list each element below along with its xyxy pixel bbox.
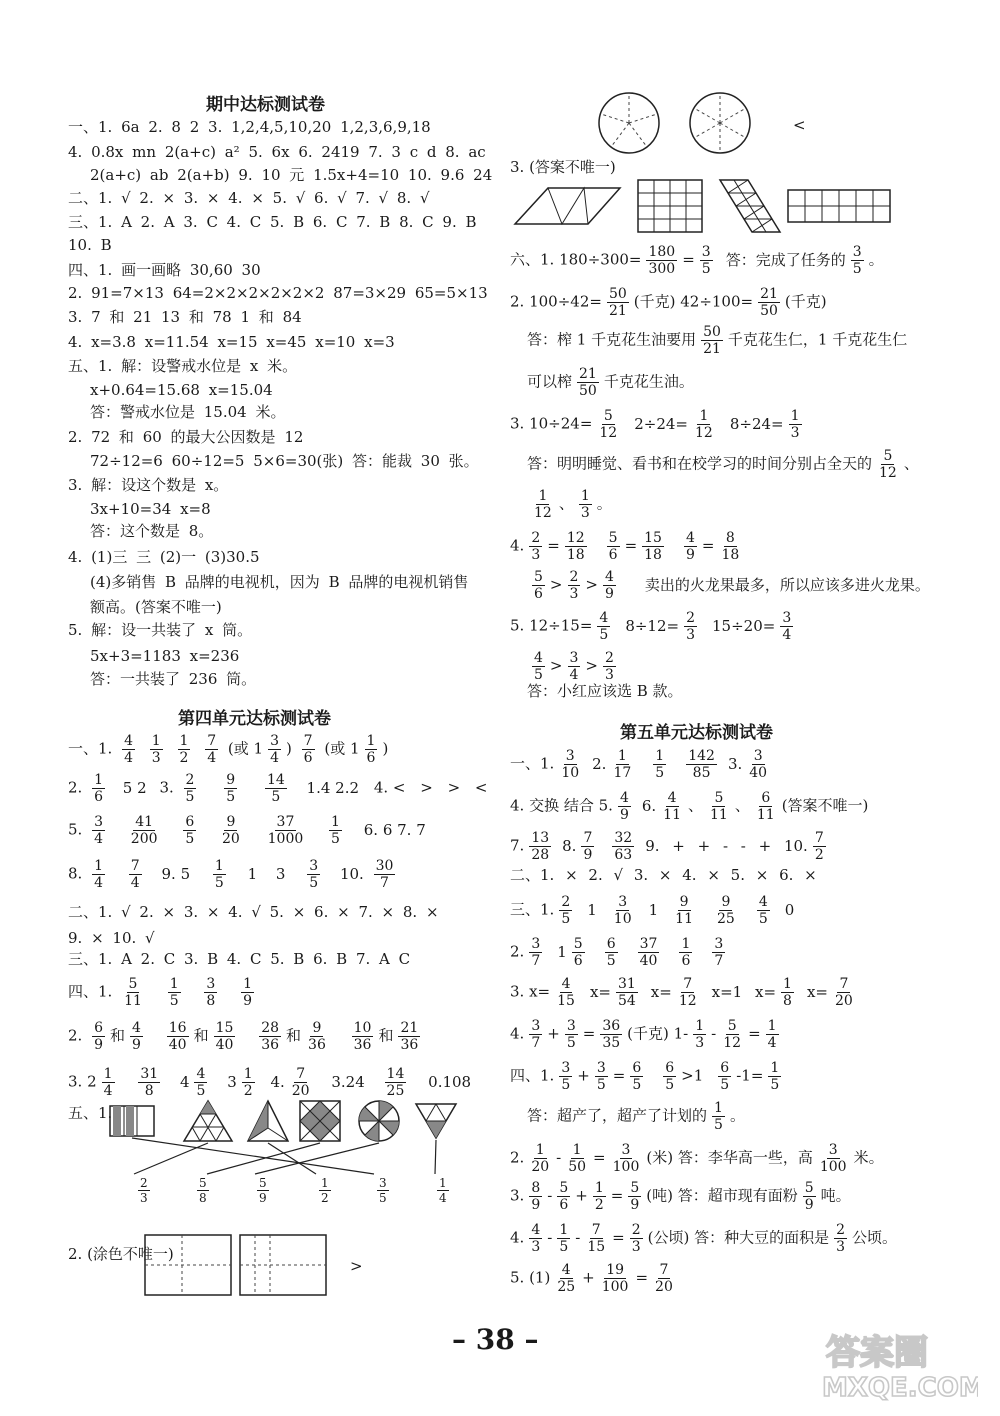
six-row-1: 六、1. 180÷300= $\frac{180}{300}$ = $\frac{3}{5}$ 答：完成了任务的 $\frac{3}{5}$ 。 [510,244,884,277]
fraction: $\frac{8}{18}$ [721,530,740,563]
fraction: $\frac{3}{7}$ [531,936,541,969]
unit5-row-7: 3. x= $\frac{4}{15}$ x= $\frac{31}{54}$ x= $\frac{7}{12}$ x=1 x= $\frac{1}{8}$ x= $\frac{7}{20}$ [510,976,853,1009]
fraction: $\frac{1}{6}$ [366,733,376,766]
fraction: $\frac{1}{50}$ [568,1142,587,1175]
fraction: $\frac{3}{5}$ [309,858,319,891]
midterm-line: 答：警戒水位是 15.04 米。 [90,403,286,421]
fraction: $\frac{37}{1000}$ [267,814,304,847]
midterm-line: 4. 0.8x mn 2(a+c) a² 5. 6x 6. 2419 7. 3 c d 8. ac [68,143,486,161]
fraction: $\frac{10}{36}$ [353,1020,372,1053]
fraction: $\frac{1}{9}$ [243,976,253,1009]
fraction: $\frac{3}{5}$ [596,1060,606,1093]
fraction: $\frac{2}{3}$ [631,1222,641,1255]
fraction: $\frac{50}{21}$ [703,324,721,357]
fraction: $\frac{3}{5}$ [852,244,862,277]
fraction: $\frac{7}{4}$ [130,858,140,891]
fraction: $\frac{7}{20}$ [655,1262,673,1295]
six-row-3: 答：榨 1 千克花生油要用 $\frac{50}{21}$ 千克花生仁，1 千克花生仁 [527,324,908,357]
fraction: $\frac{1}{8}$ [783,976,792,1009]
fraction: $\frac{1}{12}$ [534,488,552,521]
unit4-row-9: 2. $\frac{6}{9}$ 和 $\frac{4}{9}$ $\frac{16}{40}$ 和 $\frac{15}{40}$ $\frac{28}{36}$ 和 $\frac{9}{36}$ $\frac{10}{36}$ 和 $\frac{21}{36}$ [68,1020,419,1053]
fraction: $\frac{4}{9}$ [619,790,629,823]
fraction: $\frac{4}{25}$ [557,1262,576,1295]
fraction: $\frac{1}{4}$ [767,1018,777,1051]
fraction: $\frac{4}{3}$ [531,1222,541,1255]
fraction: $\frac{7}{6}$ [303,733,313,766]
midterm-line: 三、1. A 2. A 3. C 4. C 5. B 6. C 7. B 8. C 9. B [68,213,477,231]
fraction: $\frac{4}{9}$ [132,1020,141,1053]
midterm-line: 2. 91=7×13 64=2×2×2×2×2×2 87=3×29 65=5×13 [68,284,488,302]
fraction: $\frac{2}{3}$ [531,530,541,563]
midterm-line: 五、1. 解：设警戒水位是 x 米。 [68,357,298,375]
fraction: $\frac{2}{3}$ [836,1222,846,1255]
midterm-line: 一、1. 6a 2. 8 2 3. 1,2,4,5,10,20 1,2,3,6,9,18 [68,118,431,136]
fraction: $\frac{19}{100}$ [601,1262,629,1295]
unit5-row-5: 三、1. $\frac{2}{5}$ 1 $\frac{3}{10}$ 1 $\frac{9}{11}$ $\frac{9}{25}$ $\frac{4}{5}$ 0 [510,894,795,927]
unit4-row-2: 2. $\frac{1}{6}$ 5 2 3. $\frac{2}{5}$ $\frac{9}{5}$ $\frac{14}{5}$ 1.4 2.2 4. < > > < [68,772,488,805]
fraction: $\frac{3}{7}$ [531,1018,541,1051]
fraction: $\frac{7}{4}$ [207,733,217,766]
fraction: $\frac{7}{2}$ [814,830,824,863]
fraction: $\frac{1}{5}$ [169,976,179,1009]
fraction: $\frac{14}{25}$ [386,1066,405,1099]
midterm-line: 4. (1)三 三 (2)一 (3)30.5 [68,548,260,566]
unit4-row-7: 三、1. A 2. C 3. B 4. C 5. B 6. B 7. A C [68,950,411,968]
fraction: 1 4 [439,1176,447,1205]
unit4-row-11-label: 五、1. [68,1104,113,1122]
midterm-line: 额高。(答案不唯一) [90,598,222,616]
matching-lines [132,1138,436,1174]
unit4-row-12-label: 2. (涂色不唯一) [68,1245,174,1263]
fraction: $\frac{142}{85}$ [688,748,715,781]
fraction: $\frac{5}{12}$ [723,1018,742,1051]
unit4-row-5: 二、1. √ 2. × 3. × 4. √ 5. × 6. × 7. × 8. × [68,903,439,921]
inverted-triangle-shape [416,1104,456,1138]
unit5-row-13: 4. $\frac{4}{3}$ - $\frac{1}{5}$ - $\frac{7}{15}$ = $\frac{2}{3}$ (公顷) 答：种大豆的面积是 $\frac{2}{3}$ 公顷。 [510,1222,898,1255]
fraction: $\frac{7}{15}$ [587,1222,606,1255]
fraction: $\frac{1}{5}$ [331,814,340,847]
fraction: $\frac{5}{11}$ [124,976,142,1009]
fraction: $\frac{1}{2}$ [243,1066,253,1099]
fraction: $\frac{1}{6}$ [94,772,104,805]
unit5-row-14: 5. (1) $\frac{4}{25}$ + $\frac{19}{100}$ = $\frac{7}{20}$ [510,1262,673,1295]
watermark-logo [818,1326,978,1406]
fraction: $\frac{8}{9}$ [531,1180,541,1213]
fraction: $\frac{6}{5}$ [665,1060,675,1093]
fraction: $\frac{1}{5}$ [559,1222,569,1255]
fraction: 3 5 [379,1176,387,1205]
midterm-line: 2. 72 和 60 的最大公因数是 12 [68,428,304,446]
unit4-row-8: 四、1. $\frac{5}{11}$ $\frac{1}{5}$ $\frac{3}{8}$ $\frac{1}{9}$ [68,976,253,1009]
midterm-line: 3. 解：设这个数是 x。 [68,476,229,494]
fraction: $\frac{5}{6}$ [559,1180,569,1213]
fraction: $\frac{3}{7}$ [714,936,724,969]
fraction: $\frac{3}{4}$ [94,814,104,847]
fraction: $\frac{3}{40}$ [749,748,768,781]
fraction: $\frac{4}{5}$ [599,610,609,643]
fraction: $\frac{28}{36}$ [261,1020,280,1053]
six-row-9: $\frac{5}{6}$ > $\frac{2}{3}$ > $\frac{4}{9}$ 卖出的火龙果最多，所以应该多进火龙果。 [534,569,930,602]
fraction: 1 2 [321,1176,329,1205]
unit4-row-10: 3. 2 $\frac{1}{4}$ $\frac{31}{8}$ 4 $\frac{4}{5}$ 3 $\frac{1}{2}$ 4. $\frac{7}{20}$ 3.24 $\frac{14}{25}$ 0.108 [68,1066,472,1099]
unit5-row-11: 2. $\frac{1}{20}$ - $\frac{1}{50}$ = $\frac{3}{100}$ (米) 答：李华高一些，高 $\frac{3}{100}$ 米。 [510,1142,884,1175]
fraction: $\frac{1}{17}$ [613,748,632,781]
fraction: $\frac{13}{28}$ [531,830,550,863]
midterm-line: 2(a+c) ab 2(a+b) 9. 10 元 1.5x+4=10 10. 9.6 24 [90,166,493,184]
fraction: $\frac{2}{5}$ [185,772,195,805]
fraction: $\frac{4}{5}$ [534,650,543,683]
unit4-row-6: 9. × 10. √ [68,929,155,947]
fraction: $\frac{30}{7}$ [375,858,394,891]
fraction: $\frac{2}{3}$ [605,650,614,683]
triangle-grid-shape [184,1101,232,1141]
fraction: $\frac{32}{63}$ [614,830,633,863]
fraction: $\frac{5}{11}$ [710,790,728,823]
fraction: $\frac{3}{5}$ [566,1018,576,1051]
fraction: $\frac{1}{3}$ [790,408,800,441]
fraction: $\frac{5}{12}$ [599,408,618,441]
midterm-line: 4. x=3.8 x=11.54 x=15 x=45 x=10 x=3 [68,333,395,351]
midterm-line: 答：一共装了 236 筒。 [90,670,257,688]
unit4-row-1: 一、1. $\frac{4}{4}$ $\frac{1}{3}$ $\frac{1}{2}$ $\frac{7}{4}$ (或 1 $\frac{3}{4}$ ) $\frac{7}{6}$ (或 1 $\frac{1}{6}$ ) [68,733,389,766]
six-row-7: $\frac{1}{12}$ 、 $\frac{1}{3}$ 。 [534,488,612,521]
fraction: $\frac{41}{200}$ [130,814,158,847]
unit5-row-2: 4. 交换 结合 5. $\frac{4}{9}$ 6. $\frac{4}{11}$ 、 $\frac{5}{11}$ 、 $\frac{6}{11}$ (答案不唯一) [510,790,869,823]
fraction: $\frac{1}{2}$ [179,733,189,766]
fraction: $\frac{6}{11}$ [756,790,775,823]
fraction: $\frac{6}{5}$ [720,1060,730,1093]
shapes-row-diagram [510,176,900,236]
fraction: 2 3 [140,1176,148,1205]
fraction: $\frac{4}{5}$ [196,1066,206,1099]
fraction: $\frac{1}{4}$ [103,1066,113,1099]
six-row-2: 2. 100÷42= $\frac{50}{21}$ (千克) 42÷100= $\frac{21}{50}$ (千克) [510,286,827,319]
fraction: $\frac{7}{9}$ [583,830,593,863]
fraction: $\frac{6}{5}$ [185,814,195,847]
midterm-line: 答：这个数是 8。 [90,522,214,540]
unit5-row-8: 4. $\frac{3}{7}$ + $\frac{3}{5}$ = $\frac{36}{35}$ (千克) 1- $\frac{1}{3}$ - $\frac{5}{12}$ = $\frac{1}{4}$ [510,1018,777,1051]
fraction: $\frac{1}{5}$ [770,1060,780,1093]
fraction: $\frac{3}{5}$ [701,244,711,277]
fraction: $\frac{1}{5}$ [714,1100,723,1133]
fraction: $\frac{1}{12}$ [695,408,713,441]
fraction: $\frac{5}{9}$ [804,1180,814,1213]
fraction: $\frac{2}{3}$ [569,569,579,602]
unit5-row-9: 四、1. $\frac{3}{5}$ + $\frac{3}{5}$ = $\frac{6}{5}$ $\frac{6}{5}$ >1 $\frac{6}{5}$ -1= $\frac{1}{5}$ [510,1060,780,1093]
rect-shape [110,1106,154,1136]
unit5-title: 第五单元达标测试卷 [620,723,773,743]
fraction: $\frac{15}{18}$ [644,530,662,563]
fraction: $\frac{3}{5}$ [561,1060,571,1093]
six-row-6: 答：明明睡觉、看书和在校学习的时间分别占全天的 $\frac{5}{12}$ 、 [527,448,919,481]
fraction: $\frac{4}{9}$ [685,530,695,563]
fraction: $\frac{9}{20}$ [222,814,240,847]
midterm-line: 3. 7 和 21 13 和 78 1 和 84 [68,308,302,326]
fraction: $\frac{5}{6}$ [573,936,583,969]
page-number: – 38 – [452,1323,539,1356]
fraction: $\frac{1}{6}$ [681,936,691,969]
midterm-line: 四、1. 画一画略 30,60 30 [68,261,261,279]
fraction: $\frac{16}{40}$ [168,1020,187,1053]
circle-sector-shape [359,1101,399,1141]
fraction: 5 9 [259,1176,267,1205]
fraction: $\frac{7}{20}$ [291,1066,310,1099]
fraction: $\frac{9}{25}$ [716,894,735,927]
svg-text:MXQE.COM: MXQE.COM [822,1373,978,1402]
fraction: $\frac{1}{20}$ [531,1142,550,1175]
fraction: $\frac{21}{50}$ [760,286,778,319]
midterm-line: 5x+3=1183 x=236 [90,647,240,665]
midterm-line: 3x+10=34 x=8 [90,500,211,518]
fraction: $\frac{31}{54}$ [617,976,636,1009]
right-row-3: 3. (答案不唯一) [510,158,616,176]
six-row-10: 5. 12÷15= $\frac{4}{5}$ 8÷12= $\frac{2}{3}$ 15÷20= $\frac{3}{4}$ [510,610,792,643]
fraction: $\frac{15}{40}$ [215,1020,234,1053]
midterm-line: (4)多销售 B 品牌的电视机，因为 B 品牌的电视机销售 [90,573,469,591]
unit5-row-6: 2. $\frac{3}{7}$ 1 $\frac{5}{6}$ $\frac{6}{5}$ $\frac{37}{40}$ $\frac{1}{6}$ $\frac{3}{7}$ [510,936,724,969]
midterm-line: 72÷12=6 60÷12=5 5×6=30(张) 答：能裁 30 张。 [90,452,479,470]
circles-diagram [595,90,765,160]
fraction: $\frac{1}{3}$ [151,733,161,766]
fraction: $\frac{1}{4}$ [94,858,104,891]
fraction: $\frac{3}{8}$ [206,976,216,1009]
fraction: $\frac{180}{300}$ [648,244,676,277]
six-row-4: 可以榨 $\frac{21}{50}$ 千克花生油。 [527,366,694,399]
fraction: $\frac{50}{21}$ [608,286,627,319]
fraction: $\frac{21}{50}$ [579,366,597,399]
fraction: $\frac{12}{18}$ [566,530,585,563]
fraction: $\frac{1}{3}$ [695,1018,705,1051]
fraction: $\frac{7}{12}$ [678,976,697,1009]
compare-symbol: > [350,1257,363,1275]
unit5-row-3: 7. $\frac{13}{28}$ 8. $\frac{7}{9}$ $\frac{32}{63}$ 9. + + - - + 10. $\frac{7}{2}$ [510,830,824,863]
fraction: $\frac{5}{6}$ [534,569,543,602]
fraction: $\frac{3}{100}$ [819,1142,847,1175]
fraction: $\frac{3}{4}$ [569,650,579,683]
fraction: $\frac{5}{12}$ [879,448,897,481]
fraction: $\frac{4}{5}$ [758,894,768,927]
fraction: $\frac{9}{11}$ [675,894,693,927]
unit4-row-3: 5. $\frac{3}{4}$ $\frac{41}{200}$ $\frac{6}{5}$ $\frac{9}{20}$ $\frac{37}{1000}$ $\frac{1}{5}$ 6. 6 7. 7 [68,814,426,847]
triangle-centroid-shape [248,1101,288,1141]
six-row-5: 3. 10÷24= $\frac{5}{12}$ 2÷24= $\frac{1}{12}$ 8÷24= $\frac{1}{3}$ [510,408,800,441]
midterm-line: 二、1. √ 2. × 3. × 4. × 5. √ 6. √ 7. √ 8. √ [68,189,430,207]
unit4-title: 第四单元达标测试卷 [178,709,331,729]
fraction: $\frac{21}{36}$ [400,1020,419,1053]
matching-diagram [100,1096,480,1216]
unit5-row-10: 答：超产了，超产了计划的 $\frac{1}{5}$ 。 [527,1100,745,1133]
fraction: $\frac{2}{3}$ [686,610,696,643]
unit5-row-1: 一、1. $\frac{3}{10}$ 2. $\frac{1}{17}$ $\frac{1}{5}$ $\frac{142}{85}$ 3. $\frac{3}{40}$ [510,748,768,781]
fraction: $\frac{36}{35}$ [602,1018,621,1051]
fraction: $\frac{3}{100}$ [612,1142,640,1175]
svg-text:答案圈: 答案圈 [826,1333,928,1373]
fraction: $\frac{3}{4}$ [270,733,279,766]
six-row-12: 答：小红应该选 B 款。 [527,682,683,700]
fraction: 5 8 [199,1176,207,1205]
fraction: $\frac{4}{11}$ [663,790,681,823]
fraction: $\frac{7}{20}$ [834,976,853,1009]
midterm-line: 10. B [68,236,112,254]
midterm-title: 期中达标测试卷 [206,95,325,115]
six-row-8: 4. $\frac{2}{3}$ = $\frac{12}{18}$ $\frac{5}{6}$ = $\frac{15}{18}$ $\frac{4}{9}$ = $\frac{8}{18}$ [510,530,740,563]
fraction: $\frac{6}{5}$ [606,936,616,969]
six-row-11: $\frac{4}{5}$ > $\frac{3}{4}$ > $\frac{2}{3}$ [534,650,614,683]
fraction: $\frac{3}{10}$ [613,894,632,927]
fraction: $\frac{4}{15}$ [557,976,575,1009]
fraction: $\frac{14}{5}$ [266,772,285,805]
fraction: $\frac{4}{4}$ [124,733,134,766]
fraction: $\frac{31}{8}$ [140,1066,159,1099]
fraction: $\frac{3}{10}$ [561,748,580,781]
fraction: $\frac{4}{9}$ [605,569,614,602]
fraction: $\frac{6}{5}$ [632,1060,642,1093]
fraction: $\frac{5}{9}$ [630,1180,640,1213]
fraction: $\frac{5}{6}$ [608,530,618,563]
fraction: $\frac{9}{5}$ [226,772,236,805]
midterm-line: x+0.64=15.68 x=15.04 [90,381,273,399]
fraction: $\frac{6}{9}$ [94,1020,104,1053]
fraction: $\frac{1}{5}$ [655,748,665,781]
fraction: $\frac{9}{36}$ [308,1020,326,1053]
fraction: $\frac{37}{40}$ [639,936,658,969]
compare-symbol-right: < [793,116,806,134]
fraction: $\frac{1}{5}$ [214,858,224,891]
unit5-row-4: 二、1. × 2. √ 3. × 4. × 5. × 6. × [510,866,817,884]
unit5-row-12: 3. $\frac{8}{9}$ - $\frac{5}{6}$ + $\frac{1}{2}$ = $\frac{5}{9}$ (吨) 答：超市现有面粉 $\frac{5}{9}$ 吨。 [510,1180,851,1213]
shading-rectangles [140,1232,340,1302]
fraction: $\frac{3}{4}$ [782,610,792,643]
midterm-line: 5. 解：设一共装了 x 筒。 [68,621,253,639]
fraction: $\frac{1}{2}$ [594,1180,604,1213]
fraction: $\frac{2}{5}$ [561,894,571,927]
square-diagonal-shape [300,1101,340,1141]
fraction: $\frac{1}{3}$ [580,488,590,521]
unit4-row-4: 8. $\frac{1}{4}$ $\frac{7}{4}$ 9. 5 $\frac{1}{5}$ 1 3 $\frac{3}{5}$ 10. $\frac{30}{7}$ [68,858,394,891]
